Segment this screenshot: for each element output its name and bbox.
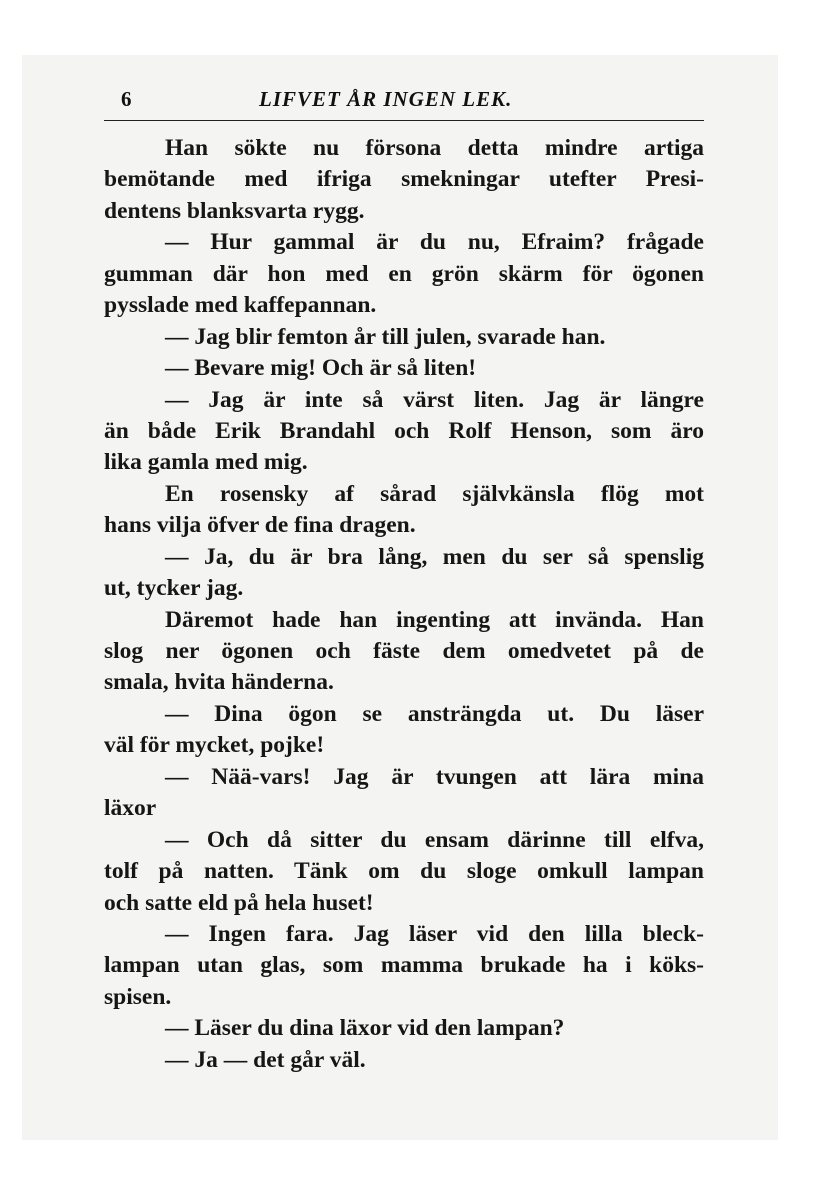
text-line: — Ja — det går väl. — [165, 1046, 366, 1073]
body-text — [104, 133, 704, 1076]
text-line: än både Erik Brandahl och Rolf Henson, som äro — [104, 417, 704, 444]
text-line: — Bevare mig! Och är så liten! — [165, 355, 477, 382]
text-line: — Ja, du är bra lång, men du ser så spenslig — [165, 543, 704, 570]
text-line: — Läser du dina läxor vid den lampan? — [165, 1015, 565, 1042]
text-line: gumman där hon med en grön skärm för ögonen — [104, 260, 704, 287]
text-line: Han sökte nu försona detta mindre artiga — [165, 135, 704, 161]
text-line: dentens blanksvarta rygg. — [104, 197, 365, 224]
text-line: slog ner ögonen och fäste dem omedvetet på de — [104, 638, 704, 664]
page-header — [104, 87, 704, 117]
text-line: tolf på natten. Tänk om du sloge omkull lampan — [104, 858, 704, 885]
text-line: bemötande med ifriga smekningar utefter Presi- — [104, 166, 704, 193]
text-line: — Jag blir femton år till julen, svarade han. — [165, 323, 606, 350]
text-line: — Dina ögon se ansträngda ut. Du läser — [165, 700, 704, 727]
text-line: lampan utan glas, som mamma brukade ha i köks- — [104, 952, 704, 979]
page-number: 6 — [121, 87, 132, 111]
text-line: Däremot hade han ingenting att invända. Han — [165, 606, 704, 633]
header-rule — [104, 120, 704, 121]
text-line: väl för mycket, pojke! — [104, 732, 325, 759]
text-line: — Jag är inte så värst liten. Jag är längre — [165, 386, 704, 413]
text-line: smala, hvita händerna. — [104, 669, 334, 696]
text-line: — Ingen fara. Jag läser vid den lilla bleck- — [165, 920, 704, 947]
text-line: och satte eld på hela huset! — [104, 889, 374, 916]
text-line: pysslade med kaffepannan. — [104, 292, 377, 319]
text-line: — Och då sitter du ensam därinne till elfva, — [165, 826, 704, 853]
text-line: — Nää-vars! Jag är tvungen att lära mina — [165, 763, 704, 790]
text-line: läxor — [104, 795, 157, 822]
text-line: En rosensky af sårad självkänsla flög mot — [165, 480, 704, 507]
running-title: LIFVET ÅR INGEN LEK. — [259, 87, 513, 111]
text-line: spisen. — [104, 983, 172, 1010]
text-line: ut, tycker jag. — [104, 575, 244, 602]
text-line: hans vilja öfver de fina dragen. — [104, 512, 416, 539]
text-line: — Hur gammal är du nu, Efraim? frågade — [165, 229, 704, 256]
text-line: lika gamla med mig. — [104, 449, 308, 476]
